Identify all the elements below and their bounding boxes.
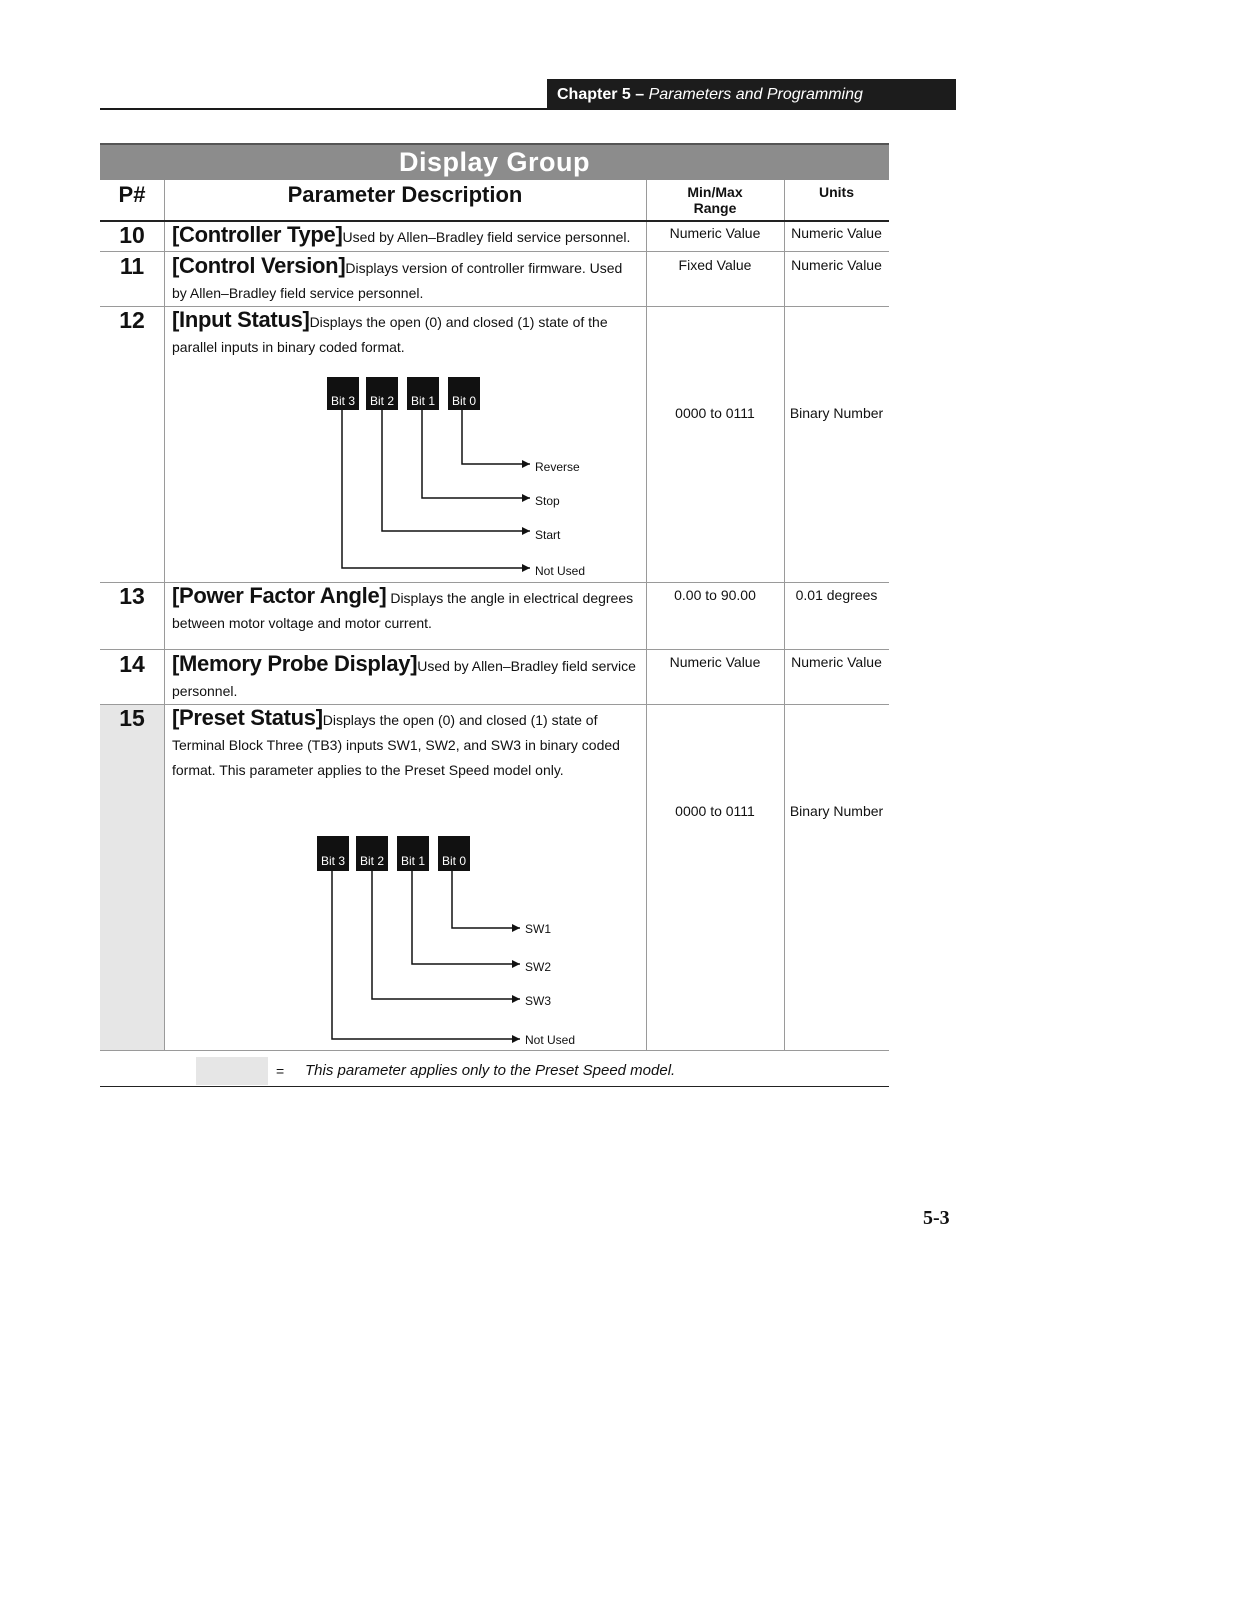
output-label-not-used: Not Used (535, 564, 586, 578)
preset-only-shading (100, 705, 164, 1051)
svg-text:Bit 2: Bit 2 (359, 854, 385, 868)
bit-box-0 (438, 836, 470, 871)
bit0-connector (452, 871, 520, 928)
column-divider (646, 180, 647, 1051)
param-name: [Power Factor Angle] (172, 583, 387, 608)
param-number: 12 (119, 307, 145, 333)
row-divider (100, 251, 889, 252)
bit-box-2 (366, 377, 398, 410)
column-header-range (647, 184, 783, 216)
param-name: [Memory Probe Display] (172, 651, 418, 676)
param-desc-text: Used by Allen–Bradley field service personnel. (342, 229, 631, 245)
param-units: Numeric Value (791, 654, 882, 670)
param-number: 14 (119, 651, 145, 677)
param-range: 0000 to 0111 (675, 405, 755, 421)
svg-text:Bit 2: Bit 2 (369, 394, 395, 408)
bit2-connector (382, 410, 530, 531)
param-units: Binary Number (789, 405, 884, 421)
legend-equals: = (276, 1063, 285, 1079)
param-range: Numeric Value (669, 654, 761, 670)
svg-text:Bit 3: Bit 3 (330, 394, 356, 408)
row-divider (100, 1050, 889, 1051)
table-bottom-rule (100, 1086, 889, 1087)
legend-swatch (196, 1057, 268, 1085)
group-title: Display Group (100, 143, 889, 180)
param-description (172, 253, 640, 306)
param-name: [Controller Type] (172, 222, 343, 247)
input-status-bit-diagram (320, 372, 600, 582)
range-header-line2: Range (693, 200, 737, 216)
column-divider (784, 180, 785, 1051)
param-description (172, 583, 640, 636)
bit-box-1 (397, 836, 429, 871)
param-desc-text: Used by Allen–Bradley field service personnel. (172, 658, 636, 699)
page-number: 5-3 (923, 1207, 950, 1229)
param-desc-text: Displays the open (0) and closed (1) state of the parallel inputs in binary coded format. (172, 314, 608, 355)
output-label-not-used: Not Used (525, 1033, 576, 1047)
bit0-connector (462, 410, 530, 464)
param-desc-text: Displays the open (0) and closed (1) state of Terminal Block Three (TB3) inputs SW1, SW2, and SW3 in binary coded format. This parameter applies to the Preset Speed model only. (172, 712, 620, 778)
legend-text: This parameter applies only to the Preset Speed model. (305, 1062, 676, 1079)
param-range: 0.00 to 90.00 (674, 587, 756, 603)
param-description (172, 651, 640, 704)
bit1-connector (422, 410, 530, 498)
column-header-pnum: P# (118, 182, 146, 207)
bit1-connector (412, 871, 520, 964)
column-divider (164, 180, 165, 1051)
column-header-units: Units (819, 184, 854, 200)
range-header-line1: Min/Max (687, 184, 743, 200)
row-divider (100, 649, 889, 650)
param-number: 11 (119, 253, 145, 279)
param-number: 15 (119, 705, 145, 731)
param-description (172, 222, 640, 250)
bit-box-0 (448, 377, 480, 410)
svg-text:Bit 1: Bit 1 (410, 394, 436, 408)
output-label-stop: Stop (535, 494, 560, 508)
bit3-connector (332, 871, 520, 1039)
param-units: Binary Number (789, 803, 884, 819)
chapter-label: Chapter 5 – (557, 86, 645, 103)
chapter-header (547, 79, 956, 110)
svg-text:Bit 1: Bit 1 (400, 854, 426, 868)
bit-box-3 (327, 377, 359, 410)
param-number: 10 (119, 222, 145, 248)
svg-text:Bit 0: Bit 0 (441, 854, 467, 868)
bit2-connector (372, 871, 520, 999)
bit3-connector (342, 410, 530, 568)
bit-box-2 (356, 836, 388, 871)
param-units: 0.01 degrees (795, 587, 878, 603)
output-label-start: Start (535, 528, 561, 542)
svg-text:Bit 3: Bit 3 (320, 854, 346, 868)
bit-box-3 (317, 836, 349, 871)
output-label-sw1: SW1 (525, 922, 552, 936)
param-units: Numeric Value (791, 225, 882, 241)
svg-text:Bit 0: Bit 0 (451, 394, 477, 408)
chapter-title: Parameters and Programming (648, 86, 863, 103)
param-units: Numeric Value (791, 257, 882, 273)
param-name: [Input Status] (172, 307, 310, 332)
param-range: Numeric Value (669, 225, 761, 241)
column-header-description: Parameter Description (287, 182, 523, 207)
param-range: Fixed Value (678, 257, 752, 273)
output-label-sw2: SW2 (525, 960, 552, 974)
param-number: 13 (119, 583, 145, 609)
param-description (172, 705, 640, 783)
param-range: 0000 to 0111 (675, 803, 755, 819)
output-label-reverse: Reverse (535, 460, 580, 474)
param-desc-text: Displays version of controller firmware. Used by Allen–Bradley field service personnel. (172, 260, 623, 301)
param-name: [Preset Status] (172, 705, 323, 730)
param-name: [Control Version] (172, 253, 346, 278)
preset-status-bit-diagram (310, 832, 590, 1048)
output-label-sw3: SW3 (525, 994, 552, 1008)
param-description (172, 307, 640, 360)
bit-box-1 (407, 377, 439, 410)
param-desc-text: Displays the angle in electrical degrees between motor voltage and motor current. (172, 590, 634, 631)
